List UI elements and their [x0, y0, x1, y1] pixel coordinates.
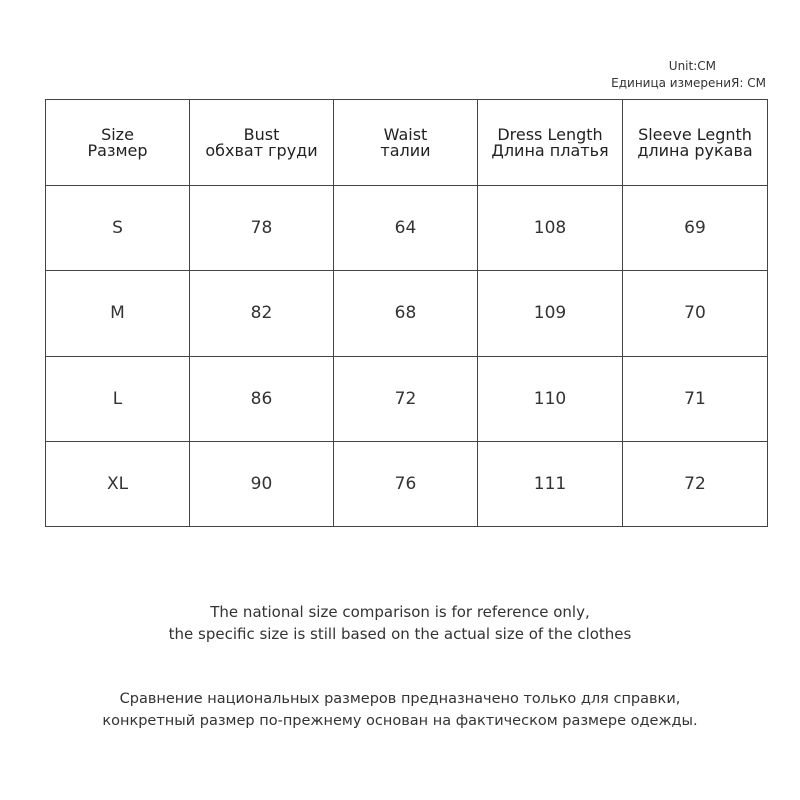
header-waist-en: Waist — [383, 124, 428, 144]
header-sleeve-length — [623, 100, 768, 186]
header-size-en: Size — [101, 124, 134, 144]
table-row — [46, 271, 768, 356]
header-waist — [334, 100, 478, 186]
cell-bust: 78 — [190, 186, 334, 271]
cell-waist: 76 — [334, 441, 478, 526]
unit-label-ru: Единица измерениЯ: СМ — [611, 76, 766, 90]
cell-dress-length: 111 — [478, 441, 623, 526]
header-dress-length-en: Dress Length — [497, 124, 603, 144]
header-waist-ru: талии — [380, 140, 431, 160]
note-english — [0, 601, 800, 645]
cell-waist: 72 — [334, 356, 478, 441]
note-russian-line-1: Сравнение национальных размеров предназначено только для справки, — [119, 691, 681, 707]
cell-bust: 82 — [190, 271, 334, 356]
table-row — [46, 441, 768, 526]
header-dress-length-ru: Длина платья — [491, 140, 609, 160]
header-size-ru: Размер — [87, 140, 148, 160]
cell-waist: 68 — [334, 271, 478, 356]
cell-sleeve-length: 72 — [623, 441, 768, 526]
cell-dress-length: 109 — [478, 271, 623, 356]
cell-dress-length: 110 — [478, 356, 623, 441]
header-dress-length — [478, 100, 623, 186]
note-english-line-2: the specific size is still based on the actual size of the clothes — [168, 625, 632, 643]
cell-bust: 86 — [190, 356, 334, 441]
note-russian-line-2: конкретный размер по-прежнему основан на фактическом размере одежды. — [102, 713, 698, 729]
cell-sleeve-length: 69 — [623, 186, 768, 271]
cell-bust: 90 — [190, 441, 334, 526]
table-row — [46, 186, 768, 271]
header-size — [46, 100, 190, 186]
cell-size: L — [46, 356, 190, 441]
cell-size: S — [46, 186, 190, 271]
cell-waist: 64 — [334, 186, 478, 271]
size-chart-table — [45, 99, 768, 527]
header-sleeve-length-ru: длина рукава — [637, 140, 753, 160]
note-russian — [0, 688, 800, 732]
cell-size: XL — [46, 441, 190, 526]
header-sleeve-length-en: Sleeve Legnth — [638, 124, 752, 144]
cell-sleeve-length: 70 — [623, 271, 768, 356]
cell-size: M — [46, 271, 190, 356]
header-bust-ru: обхват груди — [205, 140, 318, 160]
note-english-line-1: The national size comparison is for reference only, — [210, 603, 590, 621]
unit-label-en: Unit:CM — [668, 59, 716, 73]
cell-dress-length: 108 — [478, 186, 623, 271]
header-bust-en: Bust — [243, 124, 280, 144]
table-header-row — [46, 100, 768, 186]
header-bust — [190, 100, 334, 186]
unit-label — [611, 58, 766, 92]
table-row — [46, 356, 768, 441]
cell-sleeve-length: 71 — [623, 356, 768, 441]
